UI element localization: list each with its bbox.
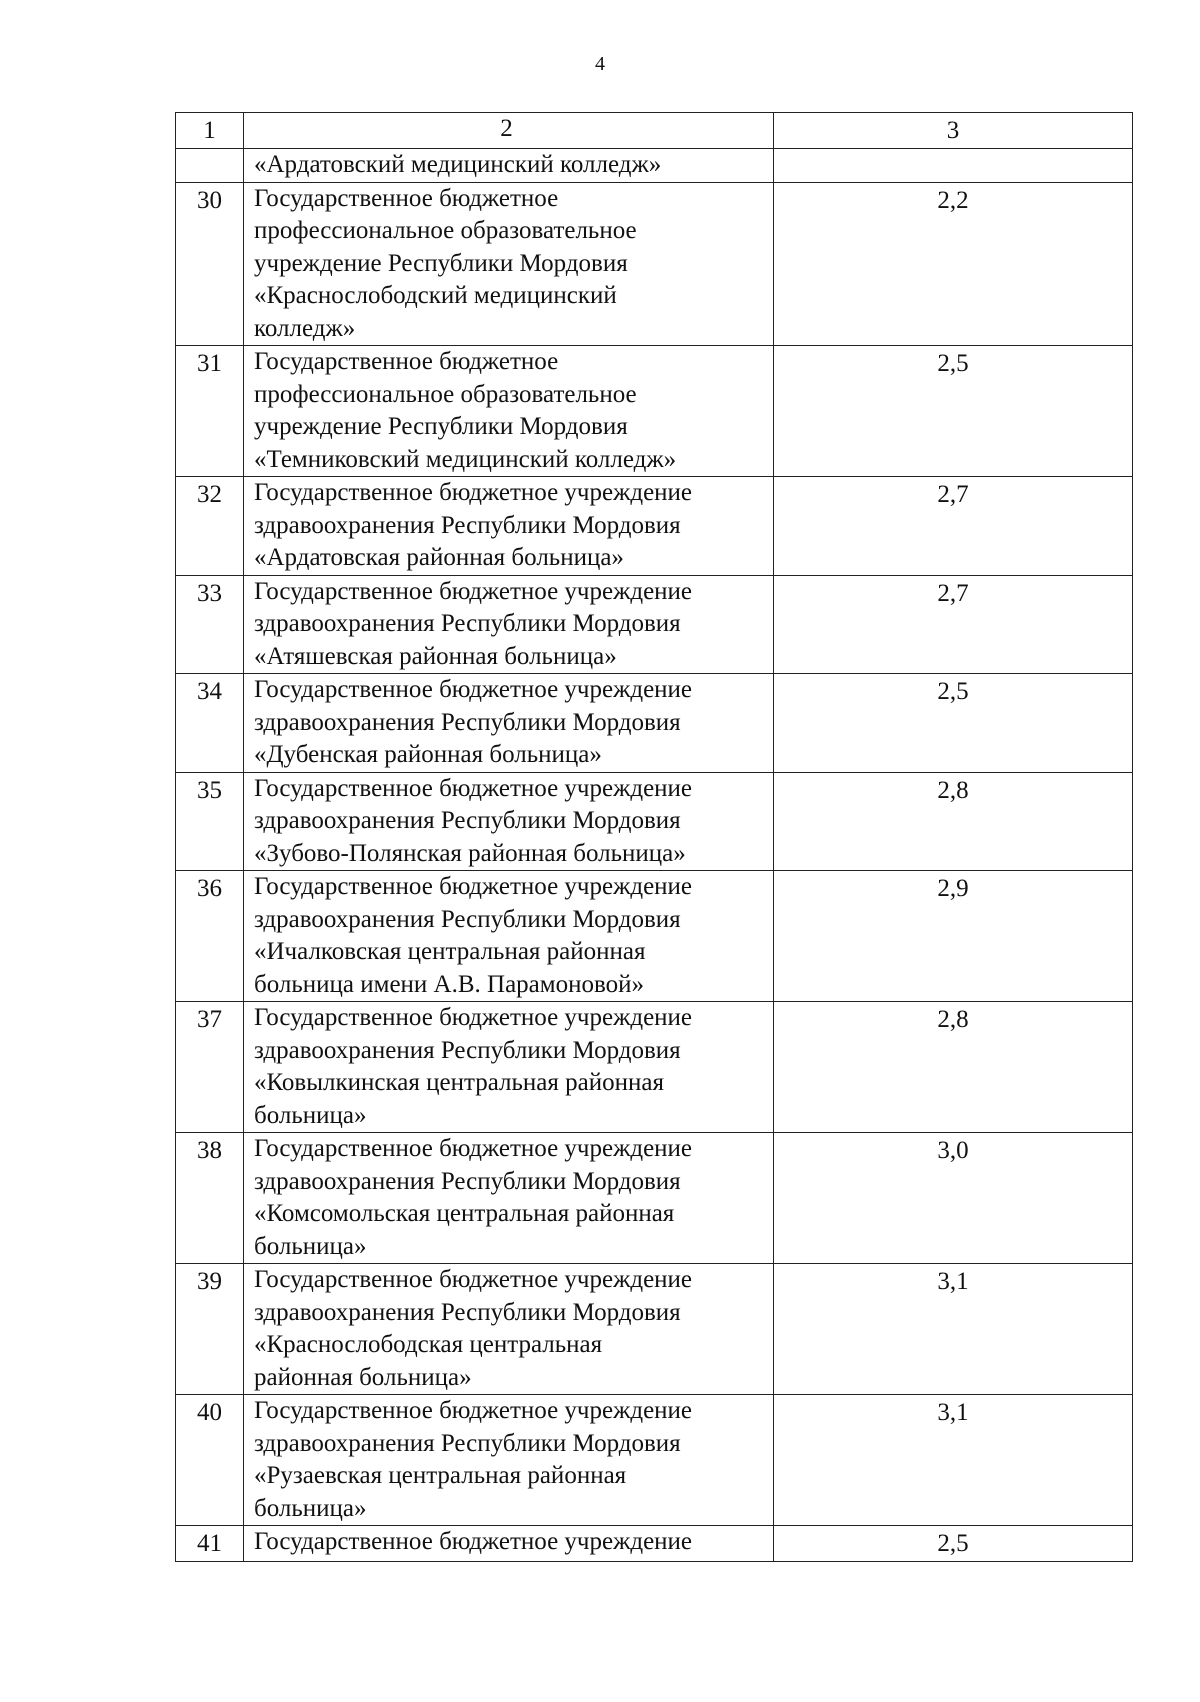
row-number: 30 <box>176 182 244 346</box>
table-row <box>176 1264 1133 1395</box>
institution-name: Государственное бюджетное учреждение здравоохранения Республики Мордовия «Ковылкинская центральная районная больница» <box>244 1002 774 1133</box>
header-cell-2: 2 <box>244 113 774 149</box>
table-row <box>176 575 1133 674</box>
header-cell-3: 3 <box>774 113 1133 149</box>
row-number: 37 <box>176 1002 244 1133</box>
row-number: 36 <box>176 871 244 1002</box>
institution-name: Государственное бюджетное учреждение здравоохранения Республики Мордовия «Ардатовская районная больница» <box>244 477 774 576</box>
row-number: 34 <box>176 674 244 773</box>
institution-name: Государственное бюджетное учреждение здравоохранения Республики Мордовия «Атяшевская районная больница» <box>244 575 774 674</box>
row-number: 35 <box>176 772 244 871</box>
table-row <box>176 772 1133 871</box>
table-row <box>176 1395 1133 1526</box>
header-cell-1: 1 <box>176 113 244 149</box>
table-row <box>176 477 1133 576</box>
table-row <box>176 182 1133 346</box>
coefficient-value: 2,8 <box>774 1002 1133 1133</box>
row-number: 39 <box>176 1264 244 1395</box>
row-number: 33 <box>176 575 244 674</box>
row-number: 40 <box>176 1395 244 1526</box>
table-row <box>176 674 1133 773</box>
institution-name: Государственное бюджетное учреждение здравоохранения Республики Мордовия «Рузаевская центральная районная больница» <box>244 1395 774 1526</box>
coefficient-value: 2,7 <box>774 477 1133 576</box>
coefficients-table <box>175 112 1133 1562</box>
row-number <box>176 149 244 183</box>
row-number: 31 <box>176 346 244 477</box>
institution-name: Государственное бюджетное профессиональное образовательное учреждение Республики Мордовия «Краснослободский медицинский колледж» <box>244 182 774 346</box>
table-row <box>176 871 1133 1002</box>
table-row <box>176 346 1133 477</box>
institution-name: Государственное бюджетное учреждение здравоохранения Республики Мордовия «Краснослободская центральная районная больница» <box>244 1264 774 1395</box>
institution-name: Государственное бюджетное учреждение <box>244 1526 774 1562</box>
coefficient-value: 2,7 <box>774 575 1133 674</box>
table-row <box>176 1002 1133 1133</box>
coefficient-value: 2,8 <box>774 772 1133 871</box>
institution-name: Государственное бюджетное учреждение здравоохранения Республики Мордовия «Зубово-Полянская районная больница» <box>244 772 774 871</box>
coefficient-value: 3,1 <box>774 1264 1133 1395</box>
coefficient-value: 2,5 <box>774 1526 1133 1562</box>
coefficient-value: 3,1 <box>774 1395 1133 1526</box>
page-number: 4 <box>595 53 605 75</box>
coefficient-value: 2,5 <box>774 674 1133 773</box>
coefficient-value <box>774 149 1133 183</box>
institution-name: Государственное бюджетное профессиональное образовательное учреждение Республики Мордовия «Темниковский медицинский колледж» <box>244 346 774 477</box>
institution-name: «Ардатовский медицинский колледж» <box>244 149 774 183</box>
row-number: 41 <box>176 1526 244 1562</box>
coefficient-value: 3,0 <box>774 1133 1133 1264</box>
institution-name: Государственное бюджетное учреждение здравоохранения Республики Мордовия «Комсомольская центральная районная больница» <box>244 1133 774 1264</box>
table-row <box>176 149 1133 183</box>
table-row <box>176 1133 1133 1264</box>
coefficient-value: 2,2 <box>774 182 1133 346</box>
institution-name: Государственное бюджетное учреждение здравоохранения Республики Мордовия «Дубенская районная больница» <box>244 674 774 773</box>
coefficient-value: 2,5 <box>774 346 1133 477</box>
institution-name: Государственное бюджетное учреждение здравоохранения Республики Мордовия «Ичалковская центральная районная больница имени А.В. Парамоновой» <box>244 871 774 1002</box>
row-number: 32 <box>176 477 244 576</box>
coefficient-value: 2,9 <box>774 871 1133 1002</box>
table-row <box>176 1526 1133 1562</box>
row-number: 38 <box>176 1133 244 1264</box>
table-header-row <box>176 113 1133 149</box>
